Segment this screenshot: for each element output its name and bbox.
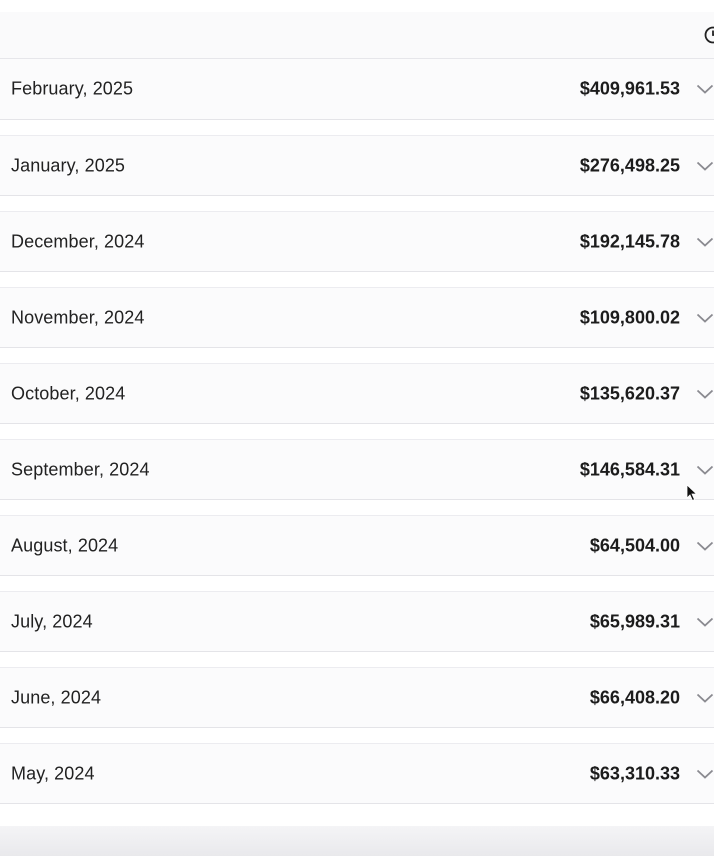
month-label: September, 2024 (11, 459, 150, 479)
month-label: February, 2025 (11, 78, 134, 99)
bottom-edge (0, 826, 714, 856)
month-amount: $64,504.00 (589, 535, 680, 555)
chevron-down-icon[interactable] (696, 388, 714, 400)
month-row[interactable] (0, 439, 714, 500)
month-row[interactable] (0, 591, 714, 652)
chevron-down-icon[interactable] (696, 83, 714, 95)
month-amount: $146,584.31 (579, 459, 680, 479)
month-row[interactable] (0, 135, 714, 196)
list-header (0, 12, 714, 59)
month-label: December, 2024 (11, 231, 145, 251)
month-amount: $66,408.20 (589, 687, 680, 707)
month-amount: $276,498.25 (579, 155, 680, 175)
chevron-down-icon[interactable] (696, 312, 714, 324)
month-label: June, 2024 (11, 687, 102, 707)
month-label: January, 2025 (11, 155, 126, 175)
month-row[interactable] (0, 59, 714, 120)
month-row[interactable] (0, 211, 714, 272)
month-label: May, 2024 (11, 763, 95, 783)
month-row[interactable] (0, 363, 714, 424)
month-row[interactable] (0, 743, 714, 804)
month-amount: $63,310.33 (589, 763, 680, 783)
month-label: July, 2024 (11, 611, 93, 631)
month-amount: $65,989.31 (589, 611, 680, 631)
month-amount: $409,961.53 (579, 78, 680, 99)
chevron-down-icon[interactable] (696, 236, 714, 248)
chevron-down-icon[interactable] (696, 616, 714, 628)
chevron-down-icon[interactable] (696, 692, 714, 704)
chevron-down-icon[interactable] (696, 464, 714, 476)
month-row[interactable] (0, 287, 714, 348)
month-amount: $135,620.37 (579, 383, 680, 403)
month-amount: $192,145.78 (579, 231, 680, 251)
month-label: October, 2024 (11, 383, 126, 403)
top-bar (0, 0, 714, 12)
clock-icon[interactable] (704, 26, 714, 44)
chevron-down-icon[interactable] (696, 768, 714, 780)
monthly-totals-list (0, 59, 714, 819)
mouse-pointer-icon (686, 484, 698, 502)
month-row[interactable] (0, 667, 714, 728)
month-amount: $109,800.02 (579, 307, 680, 327)
month-label: November, 2024 (11, 307, 145, 327)
month-row[interactable] (0, 515, 714, 576)
chevron-down-icon[interactable] (696, 540, 714, 552)
month-label: August, 2024 (11, 535, 119, 555)
chevron-down-icon[interactable] (696, 160, 714, 172)
